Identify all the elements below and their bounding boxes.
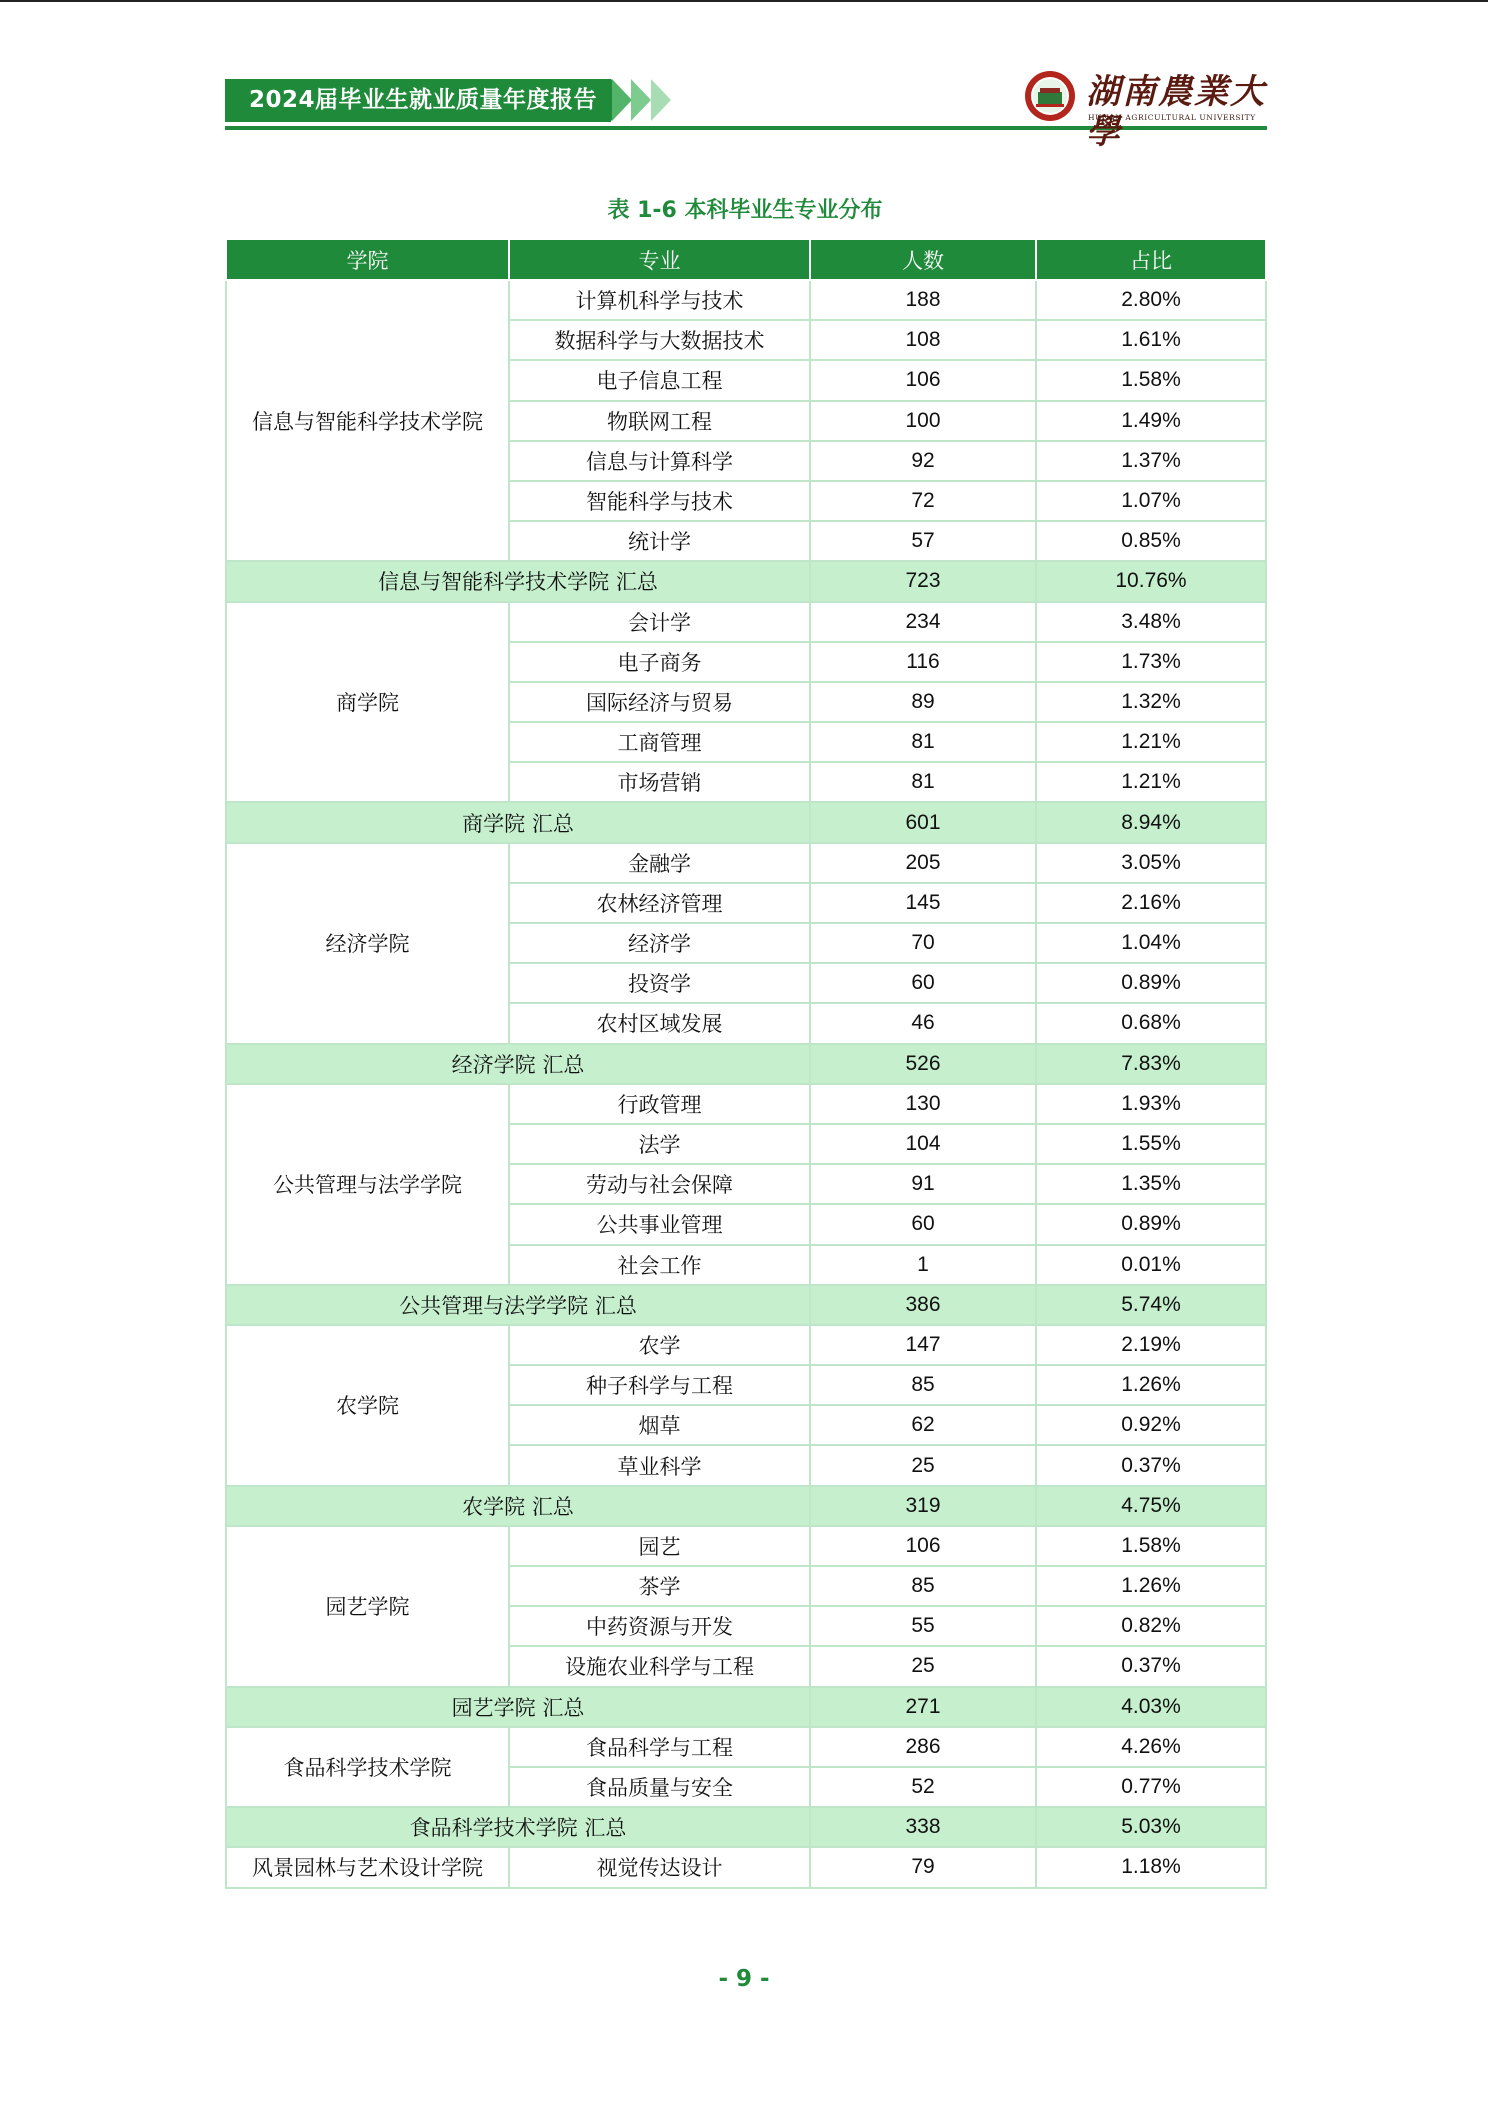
pct-cell: 1.32%	[1036, 682, 1266, 722]
major-cell: 数据科学与大数据技术	[509, 320, 810, 360]
college-cell: 风景园林与艺术设计学院	[226, 1847, 509, 1887]
summary-pct-cell: 4.03%	[1036, 1687, 1266, 1727]
table-row	[226, 1727, 1266, 1767]
count-cell: 108	[810, 320, 1036, 360]
summary-count-cell: 271	[810, 1687, 1036, 1727]
pct-cell: 2.80%	[1036, 280, 1266, 320]
pct-cell: 1.37%	[1036, 441, 1266, 481]
summary-row	[226, 561, 1266, 601]
major-cell: 投资学	[509, 963, 810, 1003]
major-cell: 计算机科学与技术	[509, 280, 810, 320]
count-cell: 25	[810, 1646, 1036, 1686]
summary-row	[226, 1486, 1266, 1526]
count-cell: 130	[810, 1084, 1036, 1124]
summary-row	[226, 1807, 1266, 1847]
table-row	[226, 1084, 1266, 1124]
count-cell: 79	[810, 1847, 1036, 1887]
major-cell: 种子科学与工程	[509, 1365, 810, 1405]
count-cell: 85	[810, 1566, 1036, 1606]
table-body	[226, 280, 1266, 1888]
major-cell: 设施农业科学与工程	[509, 1646, 810, 1686]
col-header-major: 专业	[509, 239, 810, 280]
pct-cell: 1.26%	[1036, 1566, 1266, 1606]
table-caption: 表 1-6 本科毕业生专业分布	[607, 198, 883, 223]
major-cell: 电子信息工程	[509, 360, 810, 400]
major-cell: 视觉传达设计	[509, 1847, 810, 1887]
summary-pct-cell: 10.76%	[1036, 561, 1266, 601]
count-cell: 100	[810, 401, 1036, 441]
university-name-en: HUNAN AGRICULTURAL UNIVERSITY	[1088, 113, 1256, 122]
pct-cell: 0.92%	[1036, 1405, 1266, 1445]
summary-label-cell: 食品科学技术学院 汇总	[226, 1807, 810, 1847]
pct-cell: 1.58%	[1036, 360, 1266, 400]
table-row	[226, 843, 1266, 883]
pct-cell: 1.18%	[1036, 1847, 1266, 1887]
university-seal-icon	[1024, 70, 1076, 122]
major-cell: 社会工作	[509, 1245, 810, 1285]
pct-cell: 0.89%	[1036, 1204, 1266, 1244]
summary-label-cell: 商学院 汇总	[226, 802, 810, 842]
summary-pct-cell: 5.74%	[1036, 1285, 1266, 1325]
count-cell: 234	[810, 602, 1036, 642]
summary-pct-cell: 5.03%	[1036, 1807, 1266, 1847]
pct-cell: 0.68%	[1036, 1003, 1266, 1043]
count-cell: 46	[810, 1003, 1036, 1043]
college-cell: 商学院	[226, 602, 509, 803]
college-cell: 信息与智能科学技术学院	[226, 280, 509, 561]
pct-cell: 1.07%	[1036, 481, 1266, 521]
major-cell: 物联网工程	[509, 401, 810, 441]
major-cell: 会计学	[509, 602, 810, 642]
pct-cell: 0.77%	[1036, 1767, 1266, 1807]
count-cell: 188	[810, 280, 1036, 320]
major-cell: 食品质量与安全	[509, 1767, 810, 1807]
major-cell: 国际经济与贸易	[509, 682, 810, 722]
pct-cell: 4.26%	[1036, 1727, 1266, 1767]
col-header-college: 学院	[226, 239, 509, 280]
major-cell: 统计学	[509, 521, 810, 561]
table-row	[226, 1526, 1266, 1566]
pct-cell: 3.48%	[1036, 602, 1266, 642]
pct-cell: 0.37%	[1036, 1646, 1266, 1686]
count-cell: 81	[810, 722, 1036, 762]
pct-cell: 1.49%	[1036, 401, 1266, 441]
pct-cell: 3.05%	[1036, 843, 1266, 883]
count-cell: 1	[810, 1245, 1036, 1285]
pct-cell: 1.58%	[1036, 1526, 1266, 1566]
major-cell: 烟草	[509, 1405, 810, 1445]
major-cell: 公共事业管理	[509, 1204, 810, 1244]
count-cell: 60	[810, 963, 1036, 1003]
major-cell: 工商管理	[509, 722, 810, 762]
pct-cell: 1.04%	[1036, 923, 1266, 963]
table-row	[226, 1847, 1266, 1887]
summary-row	[226, 1687, 1266, 1727]
major-cell: 农学	[509, 1325, 810, 1365]
major-cell: 中药资源与开发	[509, 1606, 810, 1646]
major-cell: 食品科学与工程	[509, 1727, 810, 1767]
table-row	[226, 602, 1266, 642]
count-cell: 85	[810, 1365, 1036, 1405]
summary-pct-cell: 7.83%	[1036, 1044, 1266, 1084]
count-cell: 57	[810, 521, 1036, 561]
summary-pct-cell: 8.94%	[1036, 802, 1266, 842]
major-cell: 劳动与社会保障	[509, 1164, 810, 1204]
college-cell: 农学院	[226, 1325, 509, 1486]
college-cell: 公共管理与法学学院	[226, 1084, 509, 1285]
summary-label-cell: 农学院 汇总	[226, 1486, 810, 1526]
count-cell: 72	[810, 481, 1036, 521]
summary-count-cell: 338	[810, 1807, 1036, 1847]
college-cell: 园艺学院	[226, 1526, 509, 1687]
page-number: - 9 -	[718, 1966, 770, 1992]
major-cell: 行政管理	[509, 1084, 810, 1124]
summary-count-cell: 723	[810, 561, 1036, 601]
summary-count-cell: 319	[810, 1486, 1036, 1526]
college-cell: 食品科学技术学院	[226, 1727, 509, 1807]
university-name: 湖南農業大學	[1086, 72, 1266, 152]
major-cell: 法学	[509, 1124, 810, 1164]
summary-count-cell: 386	[810, 1285, 1036, 1325]
major-cell: 金融学	[509, 843, 810, 883]
pct-cell: 0.85%	[1036, 521, 1266, 561]
major-cell: 经济学	[509, 923, 810, 963]
summary-label-cell: 信息与智能科学技术学院 汇总	[226, 561, 810, 601]
pct-cell: 1.26%	[1036, 1365, 1266, 1405]
pct-cell: 1.73%	[1036, 642, 1266, 682]
summary-count-cell: 526	[810, 1044, 1036, 1084]
count-cell: 106	[810, 360, 1036, 400]
table-row	[226, 280, 1266, 320]
count-cell: 91	[810, 1164, 1036, 1204]
count-cell: 116	[810, 642, 1036, 682]
major-cell: 市场营销	[509, 762, 810, 802]
summary-row	[226, 1044, 1266, 1084]
count-cell: 106	[810, 1526, 1036, 1566]
page-top-border	[0, 0, 1488, 2]
pct-cell: 1.61%	[1036, 320, 1266, 360]
count-cell: 70	[810, 923, 1036, 963]
pct-cell: 1.93%	[1036, 1084, 1266, 1124]
college-cell: 经济学院	[226, 843, 509, 1044]
report-title-banner	[225, 79, 611, 122]
count-cell: 205	[810, 843, 1036, 883]
pct-cell: 0.82%	[1036, 1606, 1266, 1646]
pct-cell: 0.01%	[1036, 1245, 1266, 1285]
major-cell: 农村区域发展	[509, 1003, 810, 1043]
count-cell: 81	[810, 762, 1036, 802]
summary-row	[226, 802, 1266, 842]
summary-row	[226, 1285, 1266, 1325]
count-cell: 25	[810, 1445, 1036, 1485]
pct-cell: 0.89%	[1036, 963, 1266, 1003]
count-cell: 55	[810, 1606, 1036, 1646]
count-cell: 62	[810, 1405, 1036, 1445]
table-row	[226, 1325, 1266, 1365]
count-cell: 104	[810, 1124, 1036, 1164]
major-cell: 园艺	[509, 1526, 810, 1566]
pct-cell: 1.55%	[1036, 1124, 1266, 1164]
count-cell: 92	[810, 441, 1036, 481]
pct-cell: 0.37%	[1036, 1445, 1266, 1485]
table-header-row	[226, 239, 1266, 280]
col-header-pct: 占比	[1036, 239, 1266, 280]
count-cell: 89	[810, 682, 1036, 722]
major-cell: 电子商务	[509, 642, 810, 682]
count-cell: 147	[810, 1325, 1036, 1365]
summary-label-cell: 经济学院 汇总	[226, 1044, 810, 1084]
major-cell: 农林经济管理	[509, 883, 810, 923]
summary-label-cell: 公共管理与法学学院 汇总	[226, 1285, 810, 1325]
count-cell: 60	[810, 1204, 1036, 1244]
count-cell: 286	[810, 1727, 1036, 1767]
summary-label-cell: 园艺学院 汇总	[226, 1687, 810, 1727]
pct-cell: 2.19%	[1036, 1325, 1266, 1365]
report-title: 2024届毕业生就业质量年度报告	[249, 87, 598, 113]
major-cell: 信息与计算科学	[509, 441, 810, 481]
major-cell: 草业科学	[509, 1445, 810, 1485]
pct-cell: 1.21%	[1036, 762, 1266, 802]
pct-cell: 1.21%	[1036, 722, 1266, 762]
major-cell: 智能科学与技术	[509, 481, 810, 521]
col-header-count: 人数	[810, 239, 1036, 280]
summary-pct-cell: 4.75%	[1036, 1486, 1266, 1526]
count-cell: 52	[810, 1767, 1036, 1807]
pct-cell: 2.16%	[1036, 883, 1266, 923]
summary-count-cell: 601	[810, 802, 1036, 842]
pct-cell: 1.35%	[1036, 1164, 1266, 1204]
count-cell: 145	[810, 883, 1036, 923]
major-cell: 茶学	[509, 1566, 810, 1606]
major-distribution-table	[225, 238, 1267, 1889]
